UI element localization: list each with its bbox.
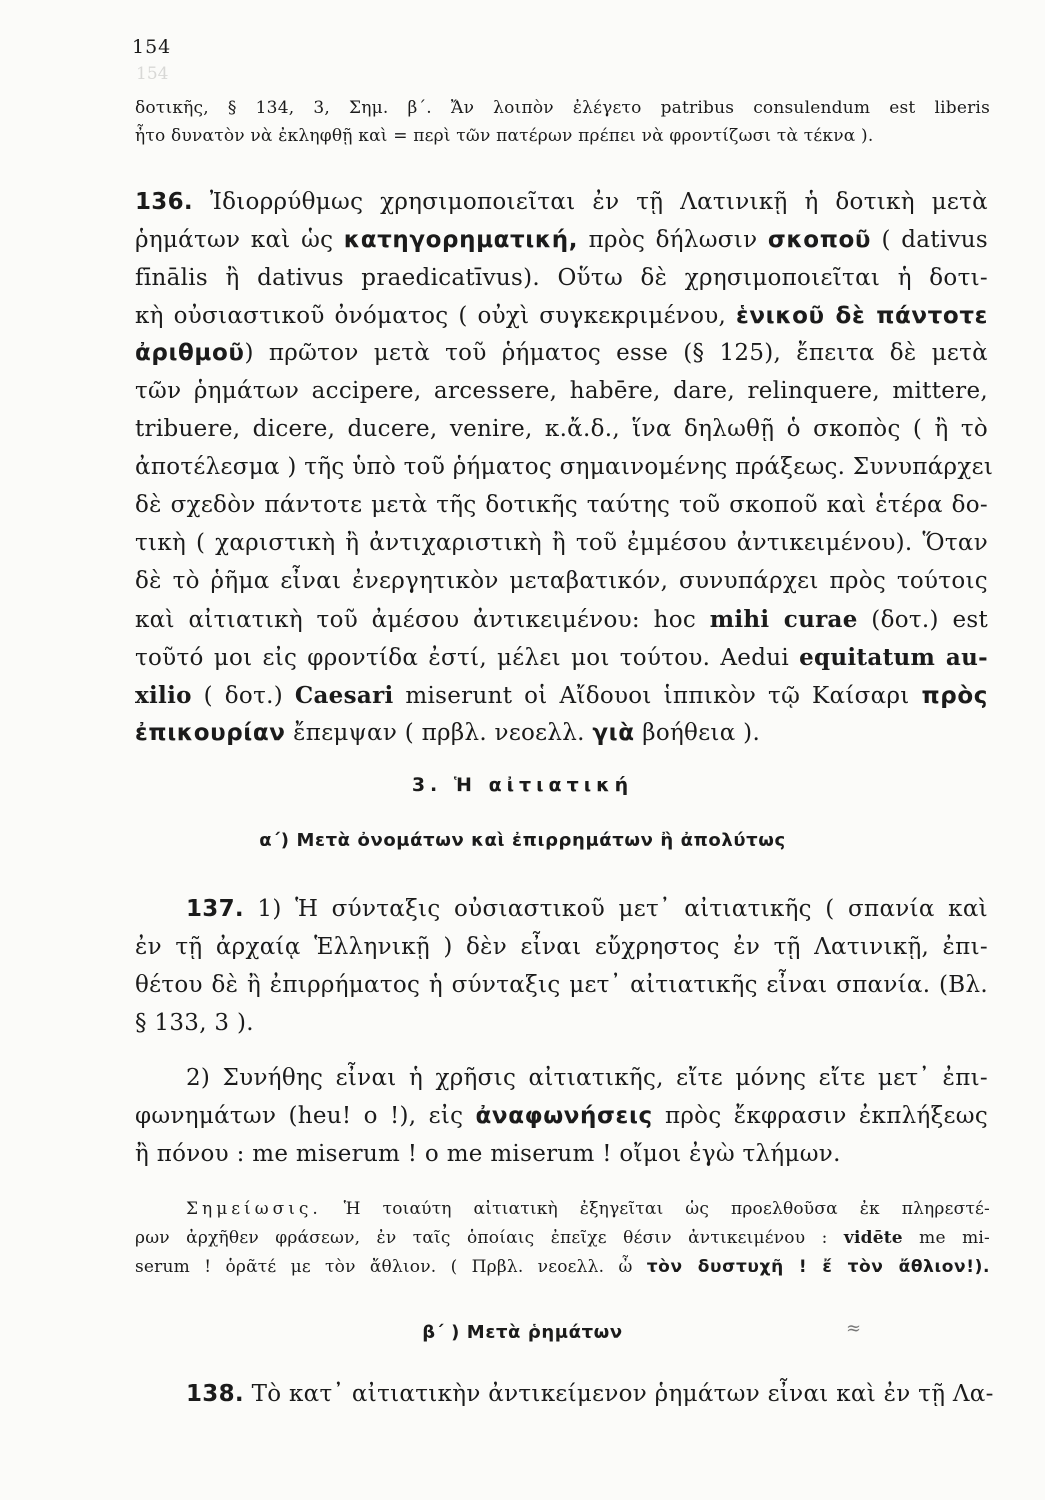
section-number-137: 137. bbox=[186, 896, 244, 922]
term-pros: πρὸς bbox=[921, 683, 988, 709]
page-number: 154 bbox=[132, 36, 172, 58]
section-number-138: 138. bbox=[186, 1381, 244, 1407]
top-note-line-2: ἦτο δυνατὸν νὰ ἐκληφθῇ καὶ = περὶ τῶν πατέρων πρέπει νὰ φροντίζωσι τὰ τέκνα ). bbox=[135, 126, 874, 146]
latin-videte: vidēte bbox=[843, 1228, 903, 1248]
section-137-line-4: § 133, 3 ). bbox=[135, 1010, 254, 1036]
section-137-para2-line-3: ἢ πόνου : me miserum ! o me miserum ! οἴμοι ἐγὼ τλήμων. bbox=[135, 1141, 841, 1167]
section-136-line-12: καὶ αἰτιατικὴ τοῦ ἀμέσου ἀντικειμένου: hoc mihi curae (δοτ.) est bbox=[135, 606, 988, 633]
heading-with-verbs: β΄ ) Μετὰ ῥημάτων bbox=[422, 1322, 623, 1343]
term-epikourian: ἐπικουρίαν bbox=[135, 720, 286, 746]
section-136-line-4: κὴ οὐσιαστικοῦ ὀνόματος ( οὐχὶ συγκεκριμένου, ἑνικοῦ δὲ πάντοτε bbox=[135, 303, 989, 329]
heading-accusative: 3. Ἡ αἰτιατική bbox=[411, 774, 634, 796]
term-anafoniseis: ἀναφωνήσεις bbox=[475, 1103, 653, 1129]
section-number-136: 136. bbox=[135, 189, 193, 215]
section-136-line-15: ἐπικουρίαν ἔπεμψαν ( πρβλ. νεοελλ. γιὰ βοήθεια ). bbox=[135, 720, 761, 746]
section-136-line-7: tribuere, dicere, ducere, venire, κ.ἄ.δ., ἵνα δηλωθῇ ὁ σκοπὸς ( ἢ τὸ bbox=[135, 416, 988, 442]
section-136-line-8: ἀποτέλεσμα ) τῆς ὑπὸ τοῦ ῥήματος σημαινομένης πράξεως. Συνυπάρχει bbox=[135, 454, 994, 480]
pencil-mark: ≈ bbox=[846, 1318, 862, 1339]
section-137-para2-line-2: φωνημάτων (heu! o !), εἰς ἀναφωνήσεις πρὸς ἔκφρασιν ἐκπλήξεως bbox=[135, 1103, 988, 1129]
section-136-line-3: fīnālis ἢ dativus praedicatīvus). Οὕτω δὲ χρησιμοποιεῖται ἡ δοτι- bbox=[135, 265, 988, 291]
section-136-line-5: ἀριθμοῦ) πρῶτον μετὰ τοῦ ῥήματος esse (§ 125), ἔπειτα δὲ μετὰ bbox=[135, 340, 988, 366]
note-line-1: Σημείωσις. Ἡ τοιαύτη αἰτιατικὴ ἐξηγεῖται ὡς προελθοῦσα ἐκ πληρεστέ- bbox=[186, 1199, 990, 1219]
term-enikou: ἑνικοῦ δὲ πάντοτε bbox=[735, 303, 989, 329]
latin-caesari: Caesari bbox=[294, 682, 394, 709]
section-136-line-11: δὲ τὸ ῥῆμα εἶναι ἐνεργητικὸν μεταβατικόν, συνυπάρχει πρὸς τούτοις bbox=[135, 568, 988, 594]
section-136-line-1: 136. Ἰδιορρύθμως χρησιμοποιεῖται ἐν τῇ Λατινικῇ ἡ δοτικὴ μετὰ bbox=[135, 189, 988, 215]
section-137-para2-line-1: 2) Συνήθης εἶναι ἡ χρῆσις αἰτιατικῆς, εἴτε μόνης εἴτε μετ᾽ ἐπι- bbox=[186, 1065, 988, 1091]
term-arithmou: ἀριθμοῦ bbox=[135, 340, 245, 366]
term-gia: γιὰ bbox=[592, 720, 635, 746]
heading-with-nouns: α΄) Μετὰ ὀνομάτων καὶ ἐπιρρημάτων ἢ ἀπολύτως bbox=[259, 830, 786, 851]
term-ton-dystychi: τὸν δυστυχῆ ! ἔ τὸν ἄθλιον!). bbox=[646, 1257, 991, 1277]
note-label: Σημείωσις. bbox=[186, 1199, 322, 1219]
section-136-line-9: δὲ σχεδὸν πάντοτε μετὰ τῆς δοτικῆς ταύτης τοῦ σκοποῦ καὶ ἑτέρα δο- bbox=[135, 492, 988, 518]
section-137-line-1: 137. 1) Ἡ σύνταξις οὐσιαστικοῦ μετ᾽ αἰτιατικῆς ( σπανία καὶ bbox=[186, 896, 988, 922]
section-136-line-13: τοῦτό μοι εἰς φροντίδα ἐστί, μέλει μοι τούτου. Aedui equitatum au- bbox=[135, 644, 988, 671]
term-skopou: σκοποῦ bbox=[767, 227, 872, 253]
section-136-line-6: τῶν ῥημάτων accipere, arcessere, habēre, dare, relinquere, mittere, bbox=[135, 378, 988, 404]
latin-equitatum: equitatum au- bbox=[799, 644, 988, 671]
term-kategorimatiki: κατηγορηματική, bbox=[343, 227, 579, 253]
latin-auxilio: xilio bbox=[135, 682, 192, 709]
top-note-line-1: δοτικῆς, § 134, 3, Σημ. β΄. Ἄν λοιπὸν ἐλέγετο patribus consulendum est liberis bbox=[135, 98, 990, 118]
section-137-line-2: ἐν τῇ ἀρχαίᾳ Ἑλληνικῇ ) δὲν εἶναι εὔχρηστος ἐν τῇ Λατινικῇ, ἐπι- bbox=[135, 934, 988, 960]
section-136-line-14: xilio ( δοτ.) Caesari miserunt οἱ Αἴδουοι ἱππικὸν τῷ Καίσαρι πρὸς bbox=[135, 682, 988, 709]
note-line-3: serum ! ὁρᾶτέ με τὸν ἄθλιον. ( Πρβλ. νεοελλ. ὦ τὸν δυστυχῆ ! ἔ τὸν ἄθλιον!). bbox=[135, 1257, 991, 1277]
section-137-line-3: θέτου δὲ ἢ ἐπιρρήματος ἡ σύνταξις μετ᾽ αἰτιατικῆς εἶναι σπανία. (Βλ. bbox=[135, 972, 988, 998]
section-136-line-2: ῥημάτων καὶ ὡς κατηγορηματική, πρὸς δήλωσιν σκοποῦ ( dativus bbox=[135, 227, 988, 253]
section-138-line-1: 138. Τὸ κατ᾽ αἰτιατικὴν ἀντικείμενον ῥημάτων εἶναι καὶ ἐν τῇ Λα- bbox=[186, 1381, 994, 1407]
bleed-through-page-number: 154 bbox=[136, 64, 169, 84]
note-line-2: ρων ἀρχῆθεν φράσεων, ἐν ταῖς ὁποίαις ἐπεῖχε θέσιν ἀντικειμένου : vidēte me mi- bbox=[135, 1228, 990, 1248]
latin-mihi-curae: mihi curae bbox=[709, 606, 858, 633]
section-136-line-10: τικὴ ( χαριστικὴ ἢ ἀντιχαριστικὴ ἢ τοῦ ἐμμέσου ἀντικειμένου). Ὅταν bbox=[135, 530, 988, 556]
